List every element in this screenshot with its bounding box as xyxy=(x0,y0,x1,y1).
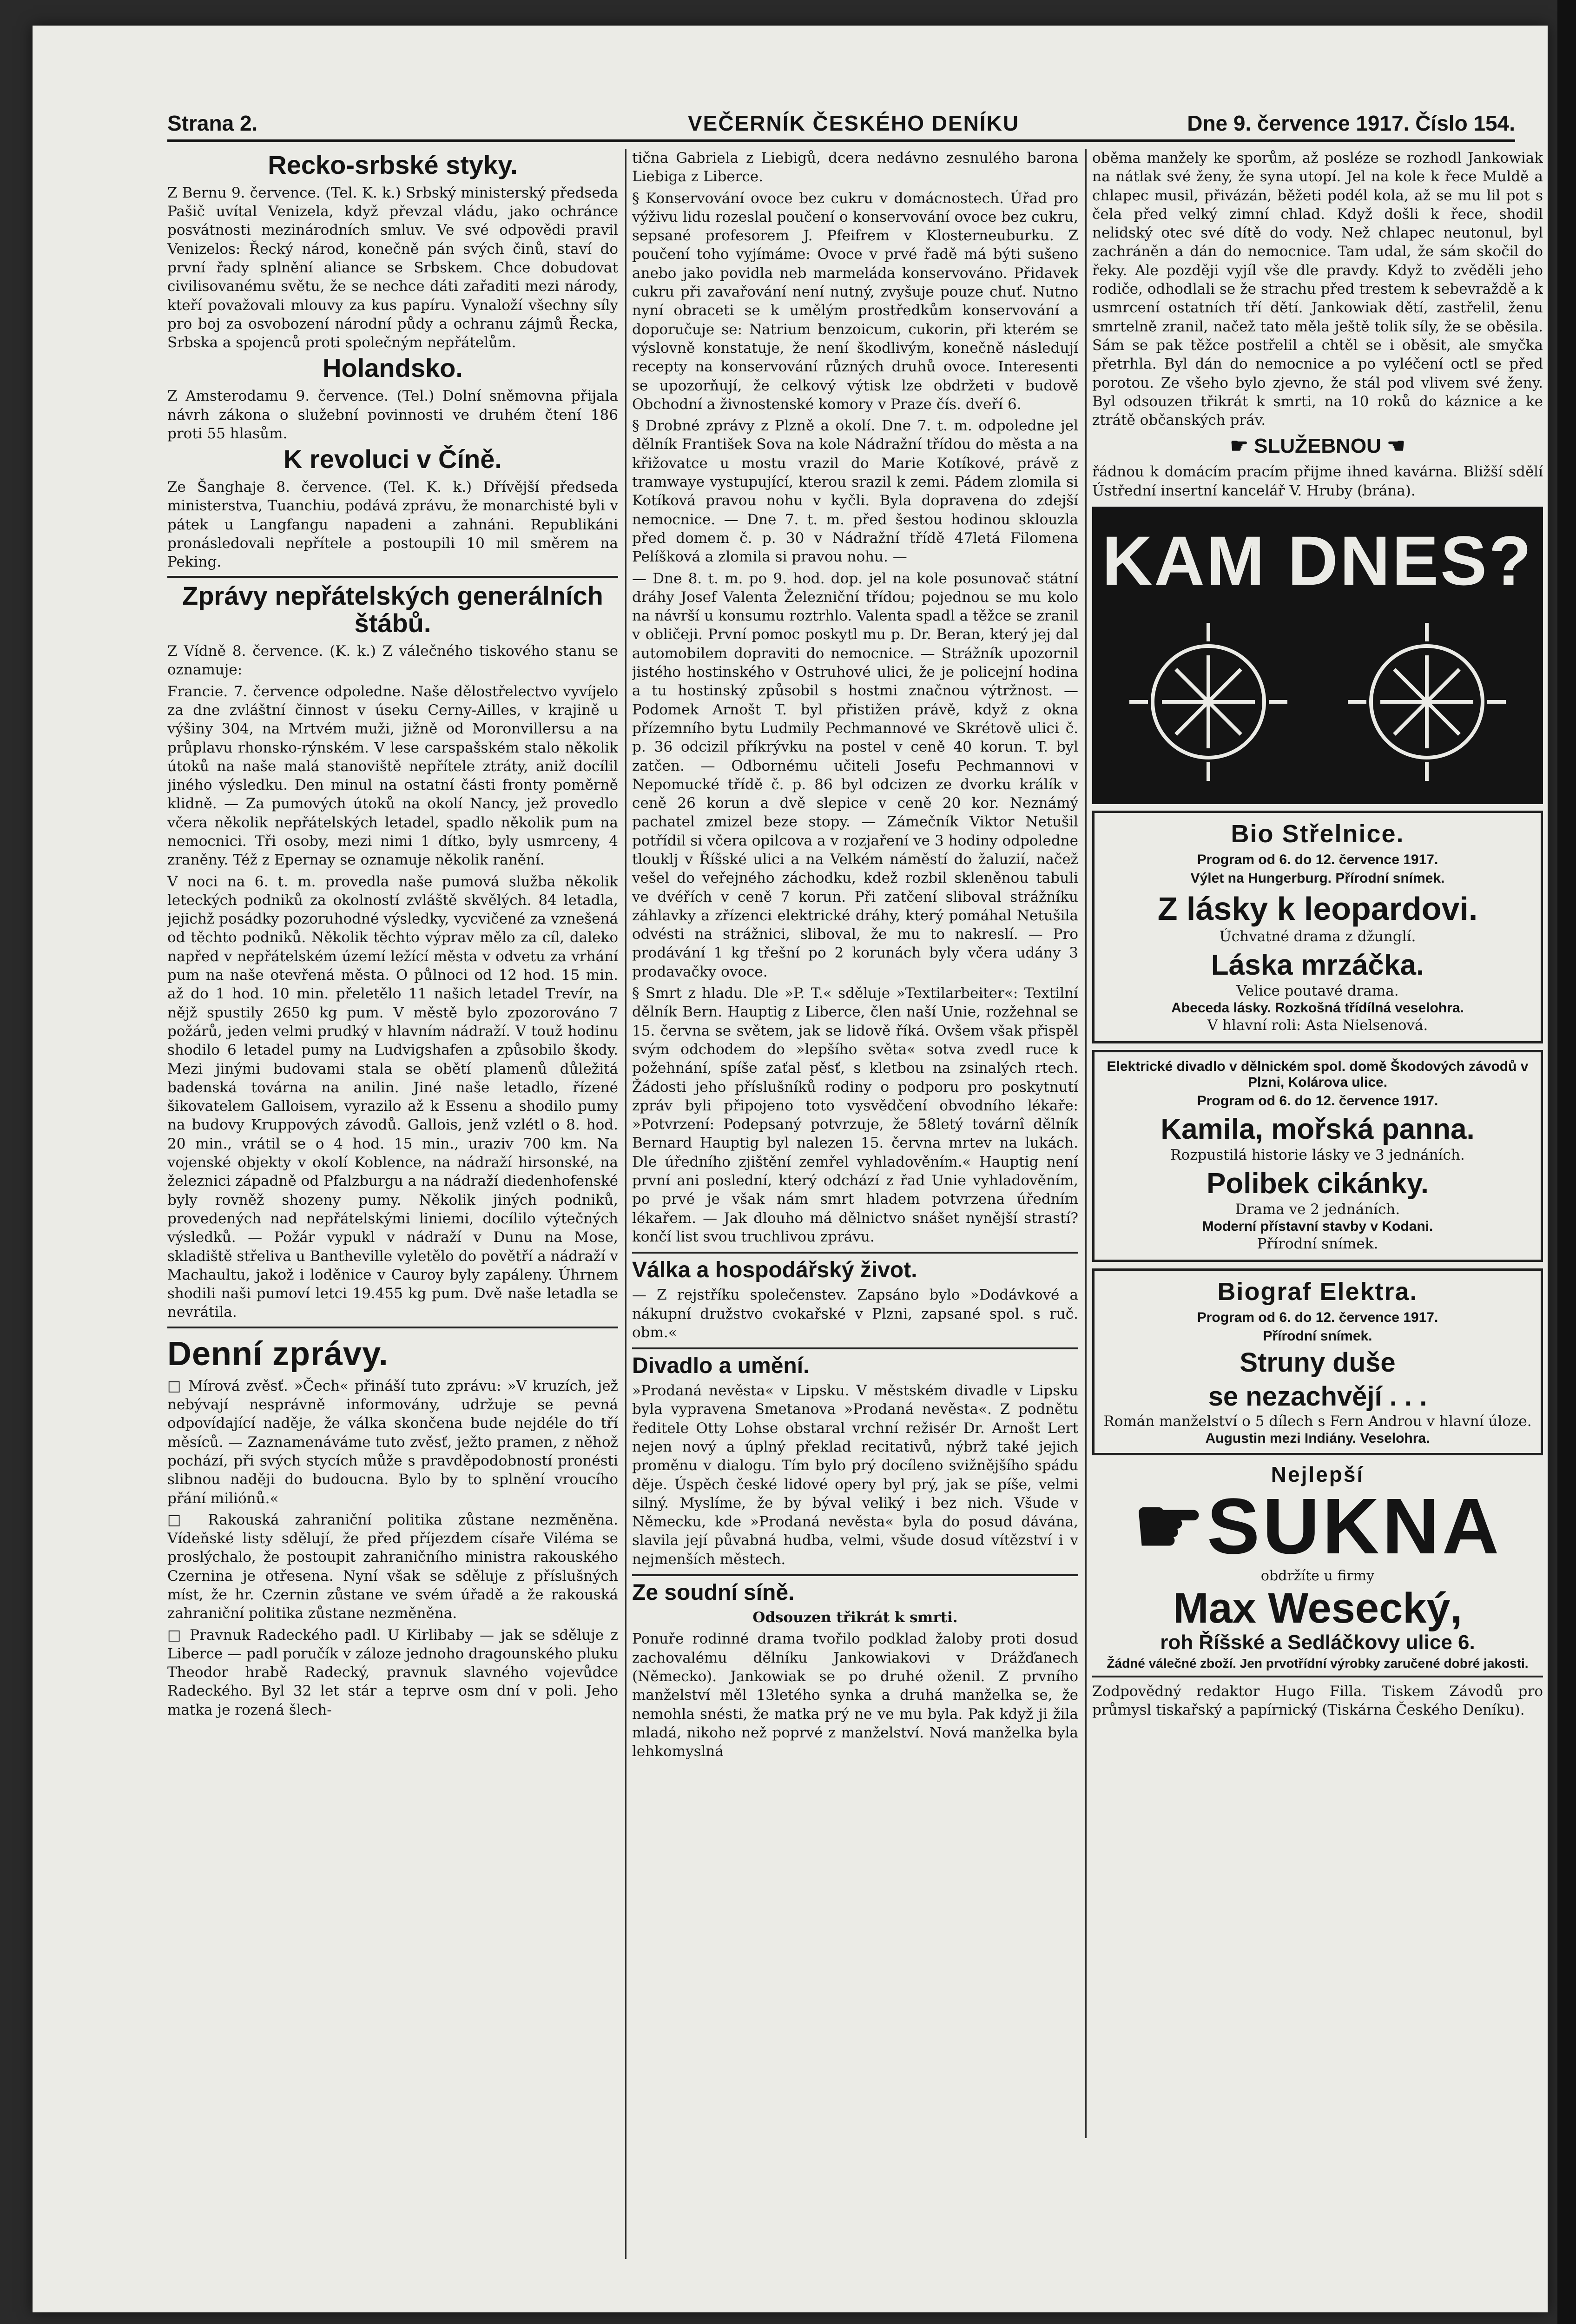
column-divider xyxy=(625,149,626,2259)
article-title: Recko-srbské styky. xyxy=(268,150,518,179)
cinema-name: Elektrické divadlo v dělnickém spol. domě Škodových závodů v Plzni, Kolárova ulice. xyxy=(1107,1059,1529,1090)
article-text: § Konservování ovoce bez cukru v domácnostech. Úřad pro výživu lidu rozeslal poučení o konservování ovoce bez cukru, sepsané profesorem J. Pfeifrem v Klosterneuburku. Z poučení toho vyjímáme: Ovoce v prvé řadě má býti sušeno anebo jako povidla neb marmeláda konservováno. Přidavek cukru při zavařování není nutný, zvyšuje pouze chuť. Nutno nyní obraceti se k umělým prostředkům konservování a doporučuje se: Natrium benzoicum, cukorin, při kterém se výslovně konstatuje, že není škodlivým, konečně následují recepty na konservování různých druhů ovoce. Interesenti se upozorňují, že celkový výtisk lze obdržeti v budově Obchodní a živnostenské komory v Praze čís. dveří 6. xyxy=(632,190,1078,413)
scan-edge xyxy=(1557,0,1576,2324)
program-item: Přírodní snímek. xyxy=(1263,1328,1372,1344)
section-title: Válka a hospodářský život. xyxy=(632,1252,1078,1283)
cinema-name: Bio Střelnice. xyxy=(1231,820,1405,848)
film-title: Polibek cikánky. xyxy=(1207,1168,1429,1200)
article-title: Zprávy nepřátelských generálních štábů. xyxy=(182,581,603,638)
ad-company: Max Wesecký, xyxy=(1173,1585,1463,1632)
article-text: »Prodaná nevěsta« v Lipsku. V městském divadle v Lipsku byla vypravena Smetanova »Prodaná nevěsta«. Z podnětu ředitele Otty Lohse obstaral vrchní režisér Dr. Arnošt Lert nejen nový a úplný překlad recitativů, nýbrž také jejich proměnu v dialogu. Tím bylo prý docíleno svižnějšího spádu děje. Úspěch české lidové opery byl prý, jak se píše, velmi silný. Myslíme, že by býval veliký i bez nich. Všude v Německu, kde »Prodaná nevěsta« byla do posud dávána, slavila její půvabná hudba, velmi, všude dosud vítězství i v nejmenších městech. xyxy=(632,1382,1078,1568)
article-text: □ Rakouská zahraniční politika zůstane nezměněna. Vídeňské listy sdělují, že před příjezdem císaře Viléma se proslýchalo, že postoupit zahraničního ministra rakouského Czernina je otřesena. Nyní však se sděluje z příslušných míst, že hr. Czernin zůstane ve svém úřadě a že rakouská zahraniční politika zůstane nezměněna. xyxy=(167,1511,618,1622)
divider xyxy=(167,576,618,578)
lanterns-illustration xyxy=(1101,614,1534,790)
article-text: § Smrt z hladu. Dle »P. T.« sděluje »Textilarbeiter«: Textilní dělník Bern. Hauptig z Liberce, člen naší Unie, rozžehnal se 15. června se světem, jak se lidově říká. Ovšem však přispěl svým odchodem do »lepšího světa« sotva zvedl ruce k požehnání, spíše zaťal pěsť, s kletbou na zsinalých rtech. Žádosti jeho příslušníků rodiny o podporu pro poskytnutí zpráv byli připojeno toto vysvědčení obvodního lékaře: »Potvrzení: Podepsaný potvrzuje, že 58letý továrnî dělník Bernard Hauptig byl nalezen 15. června mrtev na lukách. Dle úředního zjištění zemřel vyhladověním.« Hauptig není první ani poslední, který odchází z řad Unie vyhladověním, po prvé je však nám smrt hladem potvrzena úředním lékařem. — Jak dlouho má dělnictvo snášet nynější strastí? končí list svou truchlivou zprávu. xyxy=(632,985,1078,1245)
program-dates: Program od 6. do 12. července 1917. xyxy=(1197,1093,1438,1109)
program-item: Augustin mezi Indiány. Veselohra. xyxy=(1205,1431,1430,1446)
section-title: Ze soudní síně. xyxy=(632,1574,1078,1605)
banner-title: KAM DNES? xyxy=(1102,522,1533,600)
article-text: Z Vídně 8. července. (K. k.) Z válečného tiskového stanu se oznamuje: xyxy=(167,643,618,679)
film-title: Z lásky k leopardovi. xyxy=(1157,891,1478,927)
column-1 xyxy=(167,149,618,2259)
film-title: Kamila, mořská panna. xyxy=(1161,1113,1475,1146)
film-title: Láska mrzáčka. xyxy=(1211,949,1424,982)
article-title: Holandsko. xyxy=(323,353,463,383)
program-item: Přírodní snímek. xyxy=(1257,1235,1378,1253)
page-number: Strana 2. xyxy=(167,111,258,135)
program-item: Moderní přístavní stavby v Kodani. xyxy=(1202,1219,1433,1235)
section-title: Divadlo a umění. xyxy=(632,1347,1078,1379)
kam-dnes-banner xyxy=(1092,507,1543,804)
article-text: Ponuře rodinné drama tvořilo podklad žaloby proti dosud zachovalému dělníku Jankowiakovi v Drážďanech (Německo). Jankowiak se po druhé oženil. Z prvního manželství měl 13letého synka a druhá manželka se, že nemohla snésti, že matka prý ne ve mu byla. Pak když ji žila mladá, nikoho než poprvé z manželství. Nová manželka byla lehkomyslná xyxy=(632,1631,1078,1760)
cinema-name: Biograf Elektra. xyxy=(1217,1278,1418,1306)
article-text: Francie. 7. července odpoledne. Naše dělostřelectvo vyvíjelo za dne zvláštní činnost v úseku Cerny-Ailles, v krajině u výšiny 304, na Mrtvém muži, jižně od Moronvillersu a na průplavu rhonsko-rýnském. V lese carspašském stalo několik útoků na naše malá stanoviště nepřítele ztráty, aniž docílil jiného výsledku. Den minul na ostatní části fronty poměrně klidně. — Za pumových útoků na okolí Nancy, jež provedlo včera několik nepřátelských letadel, spadlo několik pum na nemocnici. Tři osoby, mezi nimi 1 dítko, byly usmrceny, 4 zraněny. Též z Epernay se oznamuje několik ranění. xyxy=(167,683,618,869)
divider xyxy=(1092,1676,1543,1677)
column-3 xyxy=(1092,149,1543,2101)
film-desc: Drama ve 2 jednáních. xyxy=(1235,1201,1400,1218)
column-2 xyxy=(632,149,1078,2138)
article-text: □ Mírová zvěsť. »Čech« přináší tuto zprávu: »V kruzích, jež nebývají nesprávně informovány, udržuje se pevná odpovídající naděje, že válka skončena bude nejdéle do tří měsíců. — Zaznamenáváme tuto zvěsť, ježto pramen, z něhož pochází, při svých stycích může s pravděpodobností pronésti slibnou naději do budoucna. Bylo by to splnění vroucího přání miliónů.« xyxy=(167,1377,618,1507)
article-subtitle: Odsouzen třikrát k smrti. xyxy=(752,1609,958,1626)
cinema-ad-biograf-elektra xyxy=(1092,1268,1543,1455)
imprint: Zodpovědný redaktor Hugo Filla. Tiskem Závodů pro průmysl tiskařský a papírnický (Tiskárna Českého Deníku). xyxy=(1092,1683,1543,1718)
ad-kicker: Nejlepší xyxy=(1271,1462,1365,1487)
sukna-advertisement xyxy=(1092,1462,1543,1671)
issue-date: Dne 9. července 1917. Číslo 154. xyxy=(1187,111,1515,135)
film-desc: Rozpustilá historie lásky ve 3 jednáních. xyxy=(1170,1147,1465,1164)
article-text: Z Bernu 9. července. (Tel. K. k.) Srbský ministerský předseda Pašič uvítal Venizela, když převzal vládu, jako ochránce posvátnosti mezinárodních smluv. Ve své odpovědi pravil Venizelos: Řecký národ, konečně pán svých činů, staví do první řady splnění aliance se Srbskem. Chce dobudovat civilisovanému světu, že se nechce dáti zařaditi mezi národy, kteří považovali mlouvy za kus papíru. Vynaloží všechny síly pro boj za osvobození národní půdy a ochranu zájmů Řecka, Srbska a spojenců proti společným nepřátelům. xyxy=(167,184,618,351)
article-text: — Dne 8. t. m. po 9. hod. dop. jel na kole posunovač státní dráhy Josef Valenta Železniční třídou; pojednou se mu kolo na návrší u konsumu roztrhlo. Valenta spadl a těžce se zranil v obličeji. První pomoc poskytl mu p. Dr. Beran, který jej dal automobilem dopraviti do nemocnice. — Strážník upozornil jistého hostinského v Ostruhové ulici, že je policejní hodina a tu hostinský způsobil s hostmi značnou výtržnost. — Podomek Arnošt T. byl přistižen právě, když z okna přízemního bytu Ludmily Pechmannové ve Skrétově ulici č. p. 36 odcizil příkrývku na postel v ceně 40 korun. T. byl zatčen. — Odbornému učiteli Josefu Pechmannovi v Nepomucké třídě č. p. 86 byl odcizen ze dvorku králík v ceně 26 korun a dvě slepice v ceně 20 kor. Neznámý pachatel zmizel beze stopy. — Zámečník Viktor Netušil potřídil si včera opilcova a v rozjaření ve 3 hodiny odpoledne tlouklj v Říšské ulici a na Velkém náměstí do žaluzií, načež vešel do veřejného záchodku, kdež rozbil skleněnou tabuli ve dvéřích v ceně 7 korun. Při zatčení sliboval strážníku záhlavky a zřízenci elektrické dráhy, který pomáhal Netušila odvésti na strážnici, sliboval, že mu to nakreslí. — Pro prodávání 1 kg třešní po 2 korunách byly včera udány 3 prodavačky ovoce. xyxy=(632,570,1078,980)
film-desc: Velice poutavé drama. xyxy=(1236,983,1399,1000)
divider xyxy=(167,1327,618,1328)
program-item: Abeceda lásky. Rozkošná třídílná veselohra. xyxy=(1171,1000,1464,1016)
program-item: V hlavní roli: Asta Nielsenová. xyxy=(1207,1017,1428,1034)
ad-note: Žádné válečné zboží. Jen prvotřídní výrobky zaručené dobré jakosti. xyxy=(1107,1656,1529,1670)
article-text: tična Gabriela z Liebigů, dcera nedávno zesnulého barona Liebiga z Liberce. xyxy=(632,150,1078,185)
film-title: Struny duše xyxy=(1240,1347,1396,1378)
article-text: Z Amsterodamu 9. července. (Tel.) Dolní sněmovna přijala návrh zákona o služební povinnosti ve druhém čtení 186 proti 55 hlasům. xyxy=(167,388,618,442)
article-text: — Z rejstříku společenstev. Zapsáno bylo »Dodávkové a nákupní družstvo cvokařské v Plzni, zapsané spol. s ruč. obm.« xyxy=(632,1287,1078,1341)
article-text: Ze Šanghaje 8. července. (Tel. K. k.) Dřívější předseda ministerstva, Tuanchiu, podává zprávu, že monarchisté byli v pátek u Langfangu napadeni a zahnáni. Republikáni pronásledovali nepřítele a postoupili 10 mil směrem na Peking. xyxy=(167,478,618,571)
article-text: § Drobné zprávy z Plzně a okolí. Dne 7. t. m. odpoledne jel dělník František Sova na kole Nádražní třídou do města a na křižovatce u mostu vrazil do Marie Kotíkové, právě z tramwaye vystupující, kterou srazil k zemi. Pádem zlomila si Kotíková pravou nohu v kyčli. Byla dopravena do zdejší nemocnice. — Dne 7. t. m. před šestou hodinou sklouzla před domem č. p. 30 v Nádražní třídě 47letá Filomena Pelíšková a zlomila si pravou nohu. — xyxy=(632,417,1078,566)
article-text: V noci na 6. t. m. provedla naše pumová služba několik leteckých podniků za okolností zvláště skvělých. 84 letadla, jejichž posádky pozoruhodné výsledky, vycvičené za vznešená od těchto podniků. Několik těchto výprav mělo za cíl, daleko napřed v nepřátelském území ležící města v odvetu za vrhání pum na naše otevřená města. O půlnoci od 12 hod. 15 min. až do 1 hod. 10 min. přeletělo 11 našich letadel Trevír, na nějž spustily 2650 kg pum. V městě bylo zpozorováno 7 požárů, jeden velmi prudký v hlavním nádraží. V touž hodinu shodilo 6 letadel pumy na Ludvigshafen a způsobilo škody. Mezi jinými budovami stala se obětí plamenů důležitá badenská továrna na anilin. Jiné naše letadlo, řízené šikovatelem Galloisem, vyrazilo až k Essenu a shodilo pumy na budovy Kruppových závodů. Gallois, jenž vzlétl o 8. hod. 20 min., vrátil se o 4 hod. 15 min., uraziv 700 km. Na vojenské objekty v okolí Koblence, na nádraží hirsonské, na železnici západně od Pfalzburgu a na nádraží diedenhofenské byly rovněž shozeny pumy. Několik jiných podniků, provedených nad nepřátelskými liniemi, docílilo výtečných výsledků. — Požár vypukl v nádraží v Dunu na Mose, skladiště střeliva u Bantheville vyletělo do povětří a nádraží v Machaultu, jakož i loděnice v Cauroy byly zapáleny. Úhrnem shodili naši pumoví letci 19.455 kg pum. Dvě naše letadla se nevrátila. xyxy=(167,873,618,1321)
ad-text: obdržíte u firmy xyxy=(1260,1568,1375,1585)
film-desc: Úchvatné drama z džunglí. xyxy=(1219,928,1416,945)
section-title: Denní zprávy. xyxy=(167,1335,389,1373)
film-title: se nezachvějí . . . xyxy=(1208,1381,1427,1412)
newspaper-title: VEČERNÍK ČESKÉHO DENÍKU xyxy=(688,111,1020,135)
classified-ad-title: ☛ SLUŽEBNOU ☚ xyxy=(1230,435,1405,458)
article-title: K revoluci v Číně. xyxy=(284,444,502,474)
article-text: oběma manžely ke sporům, až posléze se rozhodl Jankowiak na nátlak své ženy, že syna utopí. Jel na kole k řece Muldě a chlapec musil, přivázán, běžeti podél kola, až se mu lil pot s čela před velký zimní chlad. Když došli k řece, shodil nelidský otec své dítě do vody. Než chlapec neutonul, byl zachráněn a dán do nemocnice. Tam udal, že sám skočil do řeky. Ale později vyjíl vše dle pravdy. Když to zvěděli jeho rodiče, odhodlali se že strachu před trestem k sebevraždě a k usmrcení ostatních tří dětí. Jankowiak dětí, zastřelil, ženu smrtelně zranil, načež tato měla ještě tolik síly, že se oběsila. Sám se pak těžce postřelil a chtěl se i oběsit, ale smyčka přetrhla. Byl dán do nemocnice a po vyléčení octl se před porotou. Ze všeho bylo zjevno, že stál pod vlivem své ženy. Byl odsouzen třikrát k smrti, na 10 roků do káznice a ke ztrátě občanských práv. xyxy=(1092,150,1543,429)
film-desc: Román manželství o 5 dílech s Fern Androu v hlavní úloze. xyxy=(1103,1413,1532,1430)
ad-headline: ☛SUKNA xyxy=(1133,1482,1502,1571)
classified-ad-text: řádnou k domácím pracím přijme ihned kavárna. Bližší sdělí Ústřední insertní kancelář V. Hruby (brána). xyxy=(1092,463,1543,499)
cinema-ad-elektricke-divadlo xyxy=(1092,1050,1543,1262)
article-text: □ Pravnuk Radeckého padl. U Kirlibaby — jak se sděluje z Liberce — padl poručík v záloze jednoho dragounského pluku Theodor hrabě Radecký, pravnuk slavného vojevůdce Radeckého. Byl 32 let stár a teprve osm dní v poli. Jeho matka je rozená šlech- xyxy=(167,1626,618,1718)
column-divider xyxy=(1085,149,1087,2138)
page-header xyxy=(167,107,1515,142)
ad-address: roh Říšské a Sedláčkovy ulice 6. xyxy=(1160,1631,1475,1654)
program-dates: Program od 6. do 12. července 1917. xyxy=(1197,852,1438,868)
program-item: Výlet na Hungerburg. Přírodní snímek. xyxy=(1190,871,1445,886)
cinema-ad-bio-strelnice xyxy=(1092,811,1543,1043)
program-dates: Program od 6. do 12. července 1917. xyxy=(1197,1310,1438,1326)
